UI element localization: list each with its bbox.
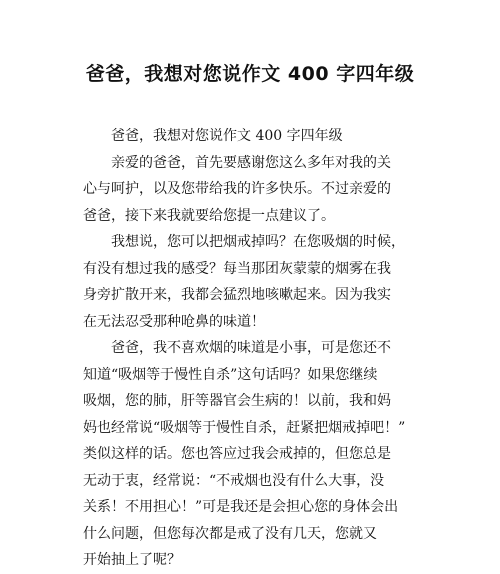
essay-line: 在无法忍受那种呛鼻的味道！	[83, 313, 265, 330]
essay-line: 什么问题，但您每次都是戒了没有几天，您就又	[83, 525, 377, 542]
essay-line: 爸爸，我不喜欢烟的味道是小事，可是您还不	[111, 340, 391, 356]
essay-line: 开始抽上了呢？	[83, 552, 181, 568]
essay-line: 心与呵护，以及您带给我的许多快乐。不过亲爱的	[83, 181, 391, 197]
essay-line: 我想说，您可以把烟戒掉吗？在您吸烟的时候，	[111, 234, 405, 250]
essay-line: 亲爱的爸爸，首先要感谢您这么多年对我的关	[111, 154, 391, 171]
essay-line: 爸爸，我想对您说作文 400 字四年级	[111, 128, 343, 144]
essay-line: 身旁扩散开来，我都会猛烈地咳嗽起来。因为我实	[83, 287, 391, 303]
essay-body	[83, 123, 419, 574]
essay-line: 妈也经常说“吸烟等于慢性自杀，赶紧把烟戒掉吧！”	[83, 419, 406, 436]
essay-line: 关系！不用担心！”可是我还是会担心您的身体会出	[83, 499, 399, 515]
essay-line: 无动于衷，经常说：“不戒烟也没有什么大事，没	[83, 472, 385, 489]
essay-line: 吸烟，您的肺，肝等器官会生病的！以前，我和妈	[83, 393, 391, 409]
essay-line: 有没有想过我的感受？每当那团灰蒙蒙的烟雾在我	[83, 260, 391, 277]
page-title: 爸爸，我想对您说作文 400 字四年级	[85, 63, 415, 85]
essay-line: 爸爸，接下来我就要给您提一点建议了。	[83, 207, 335, 224]
essay-line: 类似这样的话。您也答应过我会戒掉的，但您总是	[83, 446, 391, 462]
essay-line: 知道“吸烟等于慢性自杀”这句话吗？如果您继续	[83, 366, 378, 383]
